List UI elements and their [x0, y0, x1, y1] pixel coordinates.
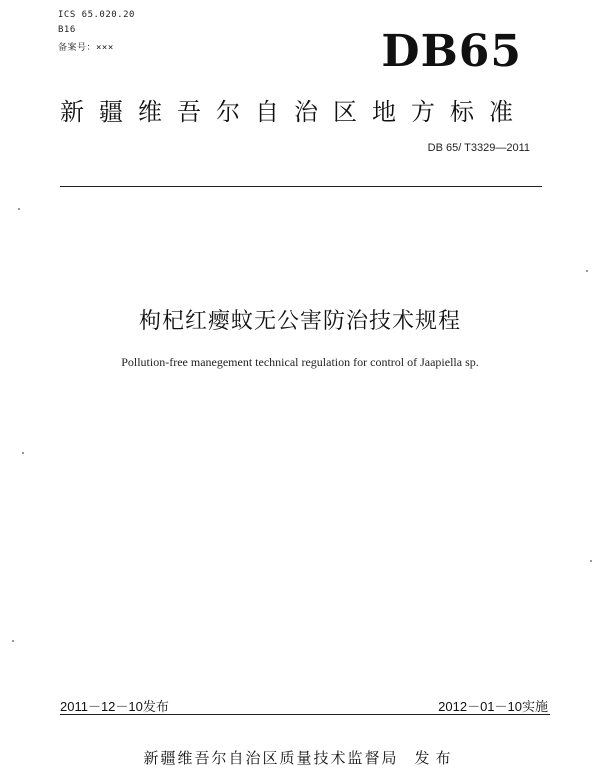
publisher-line	[0, 747, 600, 768]
scan-speck	[586, 270, 588, 272]
header-divider	[60, 186, 542, 187]
standard-code-large: DB65	[381, 26, 522, 77]
issue-date: 2011－12－10发布	[60, 699, 169, 714]
scan-speck	[12, 640, 14, 642]
scan-speck	[18, 208, 20, 210]
document-title-english: Pollution-free manegement technical regulation for control of Jaapiella sp.	[121, 355, 479, 369]
footer-divider	[60, 714, 550, 715]
ics-code: ICS 65.020.20	[58, 10, 135, 20]
scan-speck	[22, 452, 24, 454]
publisher-name: 新疆维吾尔自治区质量技术监督局	[143, 749, 399, 767]
scan-speck	[590, 560, 592, 562]
document-title: 枸杞红瘿蚊无公害防治技术规程	[138, 309, 461, 334]
publish-action: 发布	[414, 749, 457, 767]
implementation-date: 2012－01－10实施	[438, 699, 548, 714]
standard-number: DB 65/ T3329—2011	[427, 142, 530, 154]
record-number: 备案号：×××	[58, 43, 114, 53]
standard-category-title: 新疆维吾尔自治区地方标准	[60, 98, 528, 126]
classification-code: B16	[58, 25, 76, 35]
